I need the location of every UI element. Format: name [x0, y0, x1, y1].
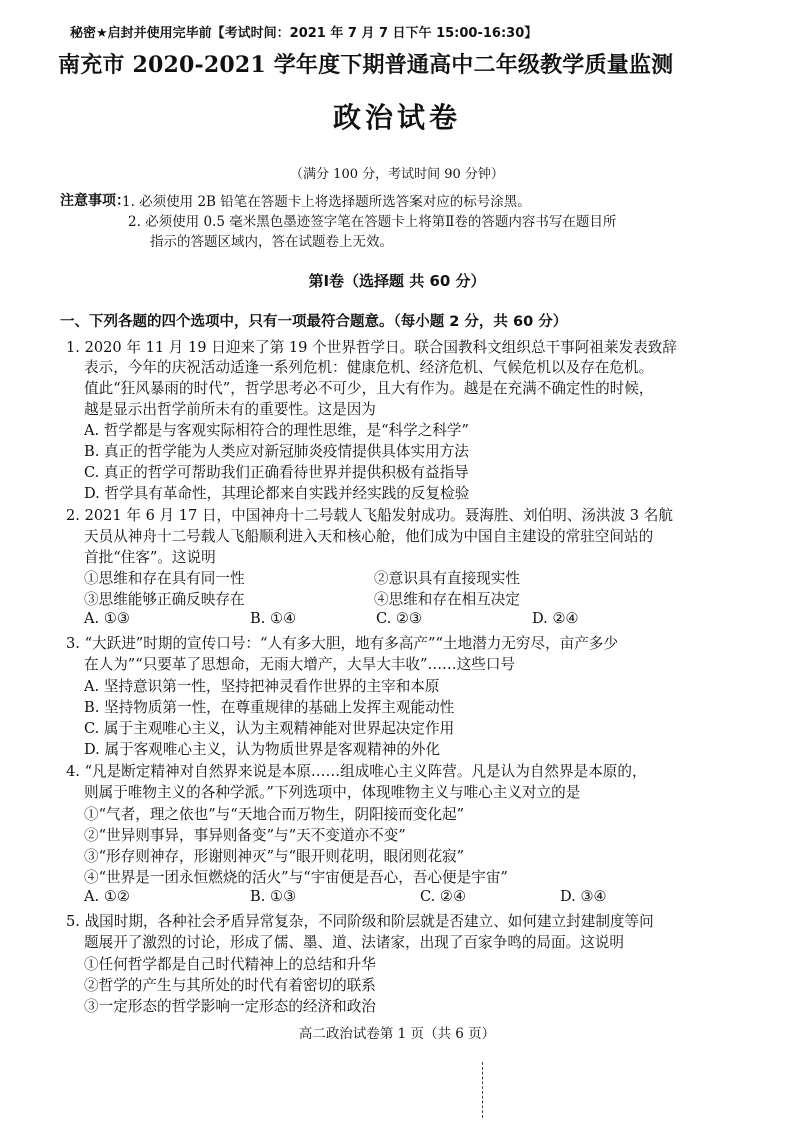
statement: ④思维和存在相互决定 — [374, 591, 520, 608]
answer-option: B. 坚持物质第一性，在尊重规律的基础上发挥主观能动性 — [84, 699, 455, 716]
answer-option: D. ②④ — [532, 610, 579, 627]
question-line: 首批“住客”。这说明 — [84, 549, 216, 566]
question-line: 在人为”“只要革了思想命，无雨大增产，大旱大丰收”……这些口号 — [84, 656, 516, 673]
answer-option: D. 属于客观唯心主义，认为物质世界是客观精神的外化 — [84, 741, 441, 758]
answer-option: A. 哲学都是与客观实际相符合的理性思维，是“科学之科学” — [84, 422, 469, 439]
answer-option: C. ②③ — [376, 610, 423, 627]
answer-option: C. 真正的哲学可帮助我们正确看待世界并提供积极有益指导 — [84, 464, 469, 481]
score-info: （满分 100 分，考试时间 90 分钟） — [290, 167, 504, 182]
statement: ③“形存则神存，形谢则神灭”与“眼开则花明，眼闭则花寂” — [84, 848, 465, 865]
notice-label: 注意事项： — [60, 193, 130, 209]
subject-title: 政治试卷 — [332, 101, 461, 134]
notice-item-2: 2. 必须使用 0.5 毫米黑色墨迹签字笔在答题卡上将第Ⅱ卷的答题内容书写在题目所 — [128, 214, 617, 230]
question-line: 则属于唯物主义的各种学派。”下列选项中，体现唯物主义与唯心主义对立的是 — [84, 784, 581, 801]
statement: ③一定形态的哲学影响一定形态的经济和政治 — [84, 998, 376, 1015]
question-line: 2. 2021 年 6 月 17 日，中国神舟十二号载人飞船发射成功。聂海胜、刘伯明、汤洪波 3 名航 — [66, 507, 673, 524]
answer-option: A. ①② — [84, 888, 130, 905]
question-line: 1. 2020 年 11 月 19 日迎来了第 19 个世界哲学日。联合国教科文组织总干事阿祖莱发表致辞 — [66, 339, 677, 356]
question-line: 天员从神舟十二号载人飞船顺利进入天和核心舱，他们成为中国自主建设的常驻空间站的 — [84, 528, 654, 545]
exam-title: 南充市 2020-2021 学年度下期普通高中二年级教学质量监测 — [58, 52, 674, 78]
question-line: 4. “凡是断定精神对自然界来说是本原……组成唯心主义阵营。凡是认为自然界是本原的， — [66, 763, 647, 780]
statement: ①思维和存在具有同一性 — [84, 570, 245, 587]
answer-option: B. ①③ — [250, 888, 297, 905]
question-line: 3. “大跃进”时期的宣传口号：“人有多大胆，地有多高产”“土地潜力无穷尽，亩产多少 — [66, 635, 619, 652]
question-line: 题展开了激烈的讨论，形成了儒、墨、道、法诸家，出现了百家争鸣的局面。这说明 — [84, 934, 624, 951]
question-line: 越是显示出哲学前所未有的重要性。这是因为 — [84, 401, 376, 418]
notice-item-2-cont: 指示的答题区域内，答在试题卷上无效。 — [150, 234, 393, 250]
answer-option: A. 坚持意识第一性，坚持把神灵看作世界的主宰和本原 — [84, 678, 440, 695]
confidential-notice: 秘密★启封并使用完毕前【考试时间：2021 年 7 月 7 日下午 15:00-16:30】 — [70, 26, 538, 41]
answer-option: C. ②④ — [420, 888, 467, 905]
answer-option: B. 真正的哲学能为人类应对新冠肺炎疫情提供具体实用方法 — [84, 443, 469, 460]
answer-option: A. ①③ — [84, 610, 130, 627]
page-footer: 高二政治试卷第 1 页（共 6 页） — [298, 1026, 496, 1042]
statement: ①“气者，理之依也”与“天地合而万物生，阴阳接而变化起” — [84, 806, 465, 823]
statement: ③思维能够正确反映存在 — [84, 591, 245, 608]
statement: ②“世异则事异，事异则备变”与“天不变道亦不变” — [84, 827, 406, 844]
answer-option: B. ①④ — [250, 610, 297, 627]
answer-option: D. 哲学具有革命性，其理论都来自实践并经实践的反复检验 — [84, 485, 470, 502]
notice-item-1: 1. 必须使用 2B 铅笔在答题卡上将选择题所选答案对应的标号涂黑。 — [122, 194, 531, 210]
statement: ①任何哲学都是自己时代精神上的总结和升华 — [84, 956, 376, 973]
question-line: 5. 战国时期，各种社会矛盾异常复杂，不同阶级和阶层就是否建立、如何建立封建制度等问 — [66, 913, 654, 930]
question-line: 值此“狂风暴雨的时代”，哲学思考必不可少，且大有作为。越是在充满不确定性的时候， — [84, 380, 654, 397]
statement: ④“世界是一团永恒燃烧的活火”与“宇宙便是吾心，吾心便是宇宙” — [84, 869, 508, 886]
fold-line — [482, 1062, 484, 1118]
statement: ②哲学的产生与其所处的时代有着密切的联系 — [84, 977, 376, 994]
section-title: 第Ⅰ卷（选择题 共 60 分） — [308, 272, 486, 290]
question-instruction: 一、下列各题的四个选项中，只有一项最符合题意。（每小题 2 分，共 60 分） — [60, 314, 568, 330]
answer-option: C. 属于主观唯心主义，认为主观精神能对世界起决定作用 — [84, 720, 455, 737]
statement: ②意识具有直接现实性 — [374, 570, 520, 587]
question-line: 表示，今年的庆祝活动适逢一系列危机：健康危机、经济危机、气候危机以及存在危机。 — [84, 359, 654, 376]
answer-option: D. ③④ — [560, 888, 607, 905]
